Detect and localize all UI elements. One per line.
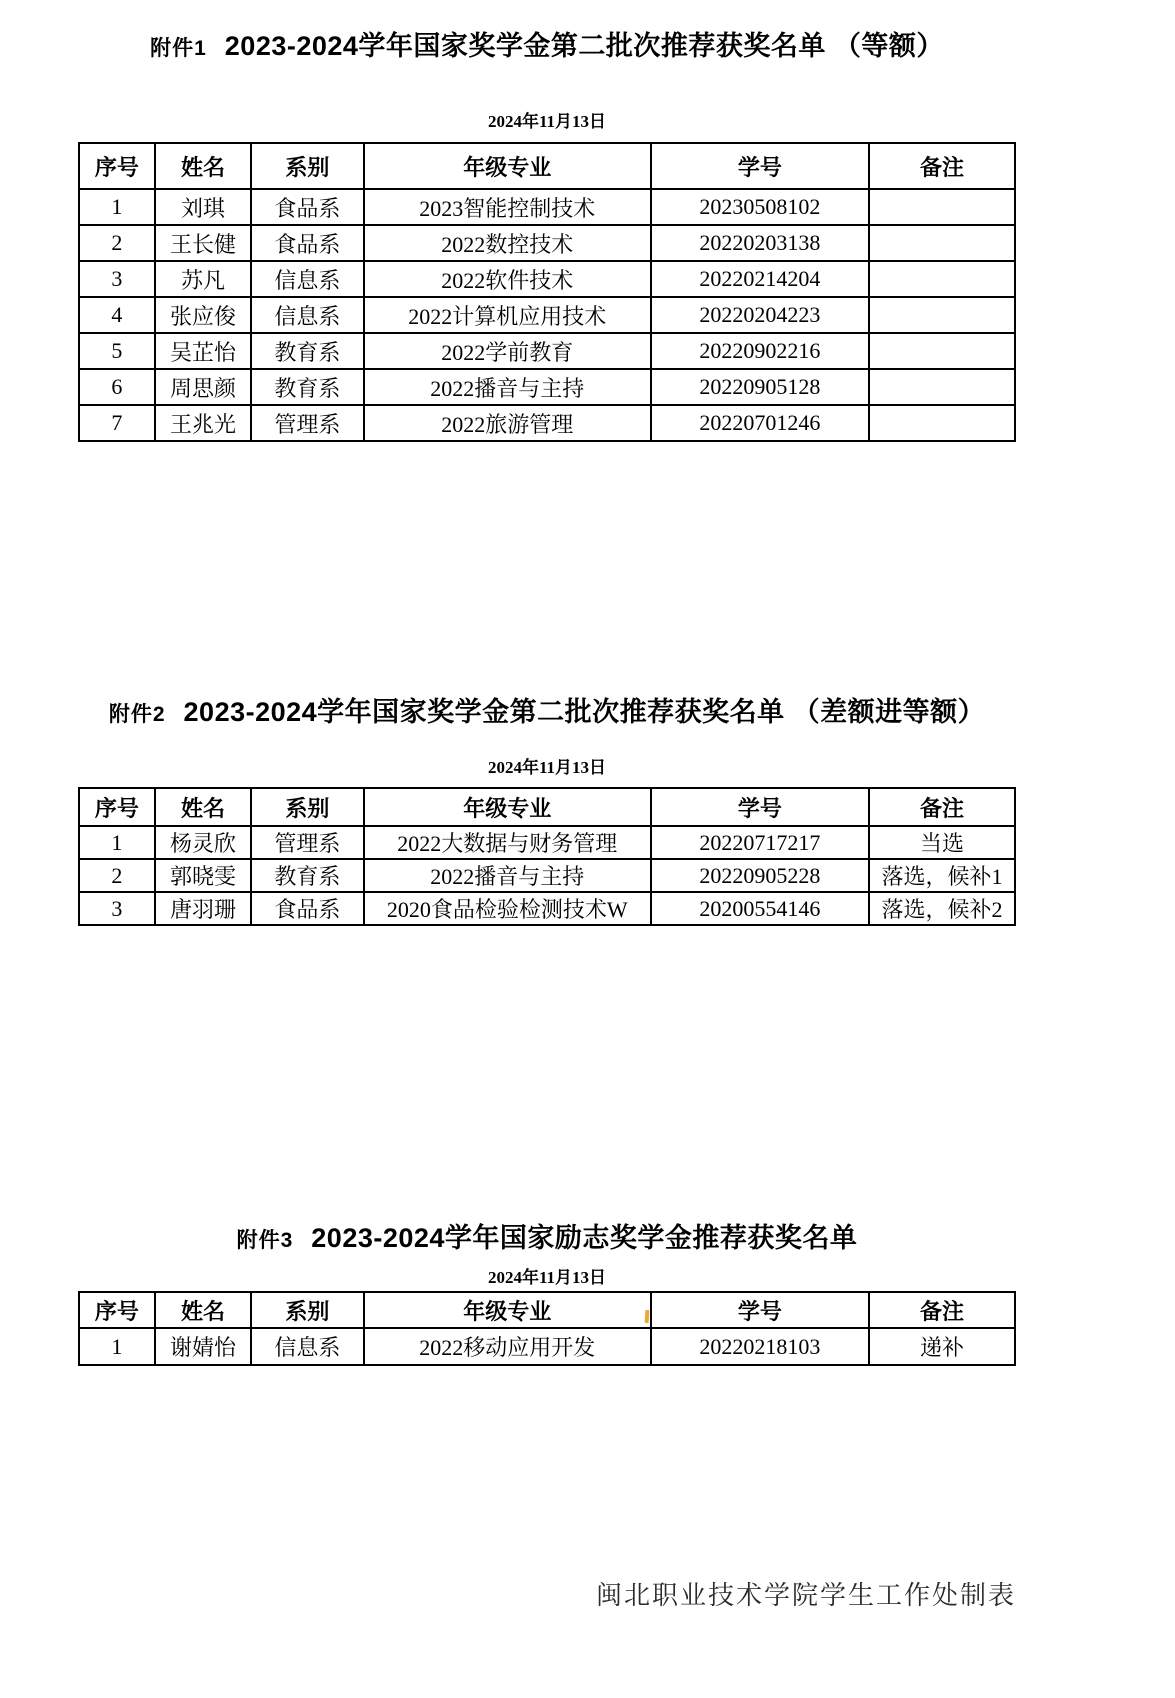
column-header: 系别 [251,143,363,189]
column-header: 备注 [869,143,1015,189]
section-2-date: 2024年11月13日 [487,758,607,777]
cell-department: 教育系 [251,333,363,369]
cell-department: 教育系 [251,859,363,892]
column-header: 学号 [651,788,869,826]
cell-student-id: 20220902216 [651,333,869,369]
table-row [79,225,1015,261]
column-header: 姓名 [155,788,251,826]
cell-department: 管理系 [251,826,363,859]
cell-name: 吴芷怡 [155,333,251,369]
cell-index: 4 [79,297,155,333]
cell-department: 食品系 [251,892,363,925]
table-row [79,1328,1015,1365]
section-3-title [78,1218,1016,1263]
column-header: 年级专业 [364,788,651,826]
column-header: 序号 [79,143,155,189]
cell-remark [869,369,1015,405]
cell-department: 食品系 [251,189,363,225]
cell-department: 食品系 [251,225,363,261]
cell-student-id: 20220905128 [651,369,869,405]
cell-index: 2 [79,859,155,892]
column-header: 系别 [251,788,363,826]
table-row [79,859,1015,892]
cell-remark [869,297,1015,333]
cell-index: 5 [79,333,155,369]
cell-remark: 落选，候补1 [869,859,1015,892]
cell-student-id: 20220717217 [651,826,869,859]
cell-remark [869,333,1015,369]
table-row [79,297,1015,333]
cell-remark [869,189,1015,225]
column-header: 年级专业 [364,143,651,189]
cell-remark [869,225,1015,261]
cell-name: 张应俊 [155,297,251,333]
cell-index: 3 [79,892,155,925]
cell-department: 信息系 [251,1328,363,1365]
attachment-2-label: 附件2 [108,703,166,726]
cell-grade-major: 2022旅游管理 [364,405,651,441]
cell-student-id: 20200554146 [651,892,869,925]
cell-student-id: 20230508102 [651,189,869,225]
cell-name: 杨灵欣 [155,826,251,859]
award-table-1 [78,142,1016,442]
cell-department: 管理系 [251,405,363,441]
cell-department: 教育系 [251,369,363,405]
award-table-2 [78,787,1016,926]
cell-remark: 当选 [869,826,1015,859]
cell-grade-major: 2022数控技术 [364,225,651,261]
cell-index: 1 [79,826,155,859]
cell-name: 唐羽珊 [155,892,251,925]
cell-name: 王长健 [155,225,251,261]
cell-grade-major: 2023智能控制技术 [364,189,651,225]
cell-index: 2 [79,225,155,261]
section-2-title [78,692,1016,737]
cell-student-id: 20220203138 [651,225,869,261]
section-3-title-text: 2023-2024学年国家励志奖学金推荐获奖名单 [311,1223,858,1253]
cell-student-id: 20220701246 [651,405,869,441]
cell-remark [869,261,1015,297]
cell-remark: 递补 [869,1328,1015,1365]
cell-grade-major: 2022软件技术 [364,261,651,297]
cell-student-id: 20220204223 [651,297,869,333]
table-row [79,261,1015,297]
section-attachment-1 [78,26,1016,442]
column-header: 备注 [869,788,1015,826]
section-attachment-3 [78,1218,1016,1366]
cell-grade-major: 2022播音与主持 [364,369,651,405]
cell-name: 苏凡 [155,261,251,297]
cell-student-id: 20220905228 [651,859,869,892]
cell-name: 周思颜 [155,369,251,405]
cell-name: 刘琪 [155,189,251,225]
cell-grade-major: 2022移动应用开发 [364,1328,651,1365]
section-1-date: 2024年11月13日 [487,112,607,131]
cell-student-id: 20220218103 [651,1328,869,1365]
award-table-3 [78,1291,1016,1366]
cell-department: 信息系 [251,297,363,333]
column-header: 姓名 [155,1292,251,1328]
table-row [79,892,1015,925]
cell-index: 7 [79,405,155,441]
cell-index: 3 [79,261,155,297]
cell-grade-major: 2022学前教育 [364,333,651,369]
section-1-title-text: 2023-2024学年国家奖学金第二批次推荐获奖名单 （等额） [224,31,944,61]
table-row [79,369,1015,405]
column-header: 系别 [251,1292,363,1328]
header-row [79,143,1015,189]
cell-grade-major: 2022大数据与财务管理 [364,826,651,859]
column-header: 姓名 [155,143,251,189]
cell-remark: 落选，候补2 [869,892,1015,925]
cell-index: 6 [79,369,155,405]
section-3-date: 2024年11月13日 [487,1268,607,1287]
section-2-title-text: 2023-2024学年国家奖学金第二批次推荐获奖名单 （差额进等额） [183,697,986,727]
attachment-1-label: 附件1 [150,37,207,60]
column-header: 年级专业 [364,1292,651,1328]
cell-index: 1 [79,1328,155,1365]
table-row [79,405,1015,441]
annotation-mark [645,1310,650,1323]
column-header: 学号 [651,1292,869,1328]
cell-student-id: 20220214204 [651,261,869,297]
column-header: 序号 [79,1292,155,1328]
page-footer: 闽北职业技术学院学生工作处制表 [595,1581,1016,1610]
cell-grade-major: 2020食品检验检测技术W [364,892,651,925]
header-row [79,788,1015,826]
section-1-title [78,26,1016,71]
table-row [79,333,1015,369]
header-row [79,1292,1015,1328]
cell-remark [869,405,1015,441]
cell-grade-major: 2022计算机应用技术 [364,297,651,333]
attachment-3-label: 附件3 [236,1229,294,1252]
cell-grade-major: 2022播音与主持 [364,859,651,892]
cell-name: 郭晓雯 [155,859,251,892]
column-header: 序号 [79,788,155,826]
cell-name: 谢婧怡 [155,1328,251,1365]
table-row [79,189,1015,225]
column-header: 学号 [651,143,869,189]
section-attachment-2 [78,692,1016,926]
table-row [79,826,1015,859]
column-header: 备注 [869,1292,1015,1328]
cell-name: 王兆光 [155,405,251,441]
cell-index: 1 [79,189,155,225]
cell-department: 信息系 [251,261,363,297]
